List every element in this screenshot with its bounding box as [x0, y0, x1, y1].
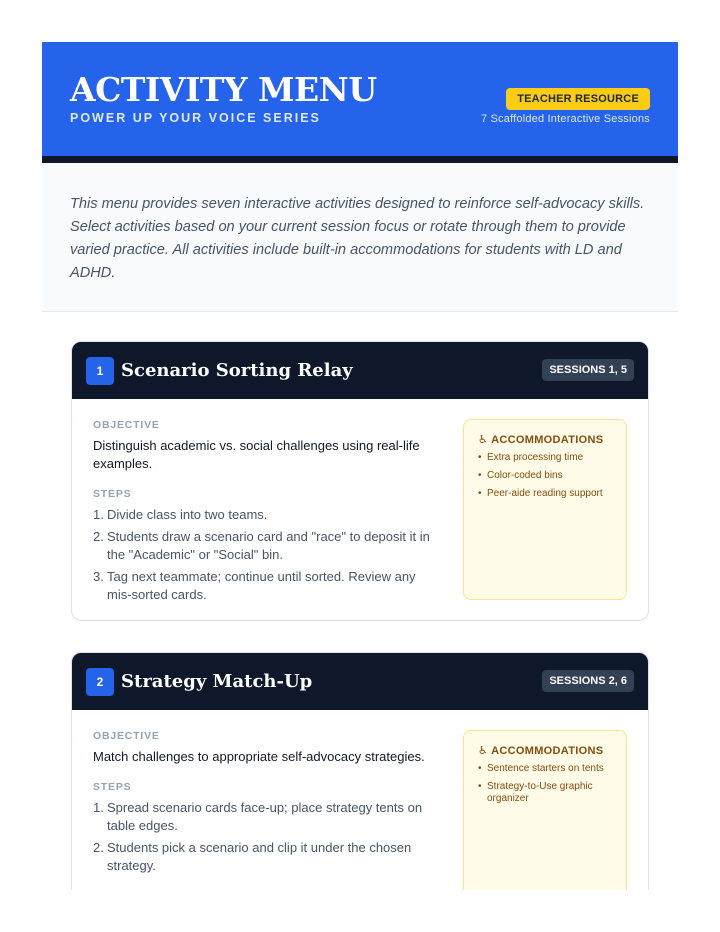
sessions-note: 7 Scaffolded Interactive Sessions	[480, 113, 650, 125]
teacher-resource-badge: TEACHER RESOURCE	[506, 88, 650, 110]
step-text: Tag next teammate; continue until sorted. Review any mis-sorted cards.	[107, 569, 416, 602]
activity-card-body	[72, 710, 648, 890]
steps-list	[93, 799, 443, 875]
accommodation-item: • Peer-aide reading support	[478, 488, 612, 500]
accommodation-item: • Strategy-to-Use graphic organizer	[478, 781, 612, 805]
accommodation-item: • Extra processing time	[478, 452, 612, 464]
activity-card-body	[72, 399, 648, 621]
accessibility-icon: ♿	[478, 434, 489, 446]
accommodations-label: ACCOMMODATIONS	[491, 745, 604, 757]
activity-main-column	[93, 419, 443, 604]
steps-label: STEPS	[93, 488, 132, 500]
objective-label: OBJECTIVE	[93, 419, 160, 431]
step-text: Students pick a scenario and clip it under the chosen strategy.	[107, 840, 412, 873]
activity-number: 2	[86, 668, 114, 696]
accommodation-item: • Sentence starters on tents	[478, 763, 612, 775]
steps-label: STEPS	[93, 781, 132, 793]
step-item: 1. Spread scenario cards face-up; place strategy tents on table edges.	[93, 800, 423, 833]
activity-title: Scenario Sorting Relay	[121, 360, 353, 381]
accommodations-list	[478, 452, 612, 500]
accommodations-label: ACCOMMODATIONS	[491, 434, 604, 446]
step-item: 2. Students draw a scenario card and "race" to deposit it in the "Academic" or "Social" bin.	[93, 529, 430, 562]
objective-text: Distinguish academic vs. social challenges using real-life examples.	[93, 438, 420, 471]
step-item: 2. Students pick a scenario and clip it under the chosen strategy.	[93, 840, 412, 873]
activity-menu-page	[42, 42, 678, 890]
activity-sessions-badge: SESSIONS 1, 5	[542, 359, 634, 381]
activity-card	[71, 652, 649, 890]
page-header	[42, 42, 678, 156]
accommodations-box	[463, 419, 627, 600]
page-subtitle: POWER UP YOUR VOICE SERIES	[70, 111, 321, 125]
accommodations-list	[478, 763, 612, 805]
activity-number: 1	[86, 357, 114, 385]
accommodations-heading	[478, 744, 612, 757]
intro-text: This menu provides seven interactive activities designed to reinforce self-advocacy skills. Select activities based on your current session focus or rotate through them to provide varied practice. All activities include built-in accommodations for students with LD and ADHD.	[70, 196, 645, 281]
accommodation-item: • Color-coded bins	[478, 470, 612, 482]
accessibility-icon: ♿	[478, 745, 489, 757]
page-title: ACTIVITY MENU	[70, 70, 377, 109]
activity-title: Strategy Match-Up	[121, 671, 313, 692]
activity-card-header	[72, 653, 648, 710]
activity-card-header	[72, 342, 648, 399]
step-text: Students draw a scenario card and "race" to deposit it in the "Academic" or "Social" bin.	[107, 529, 430, 562]
step-item: 3. Tag next teammate; continue until sorted. Review any mis-sorted cards.	[93, 569, 416, 602]
objective-label: OBJECTIVE	[93, 730, 160, 742]
intro-section	[42, 163, 678, 312]
accommodations-heading	[478, 433, 612, 446]
header-divider	[42, 156, 678, 163]
accommodations-box	[463, 730, 627, 890]
steps-list	[93, 506, 443, 604]
activity-sessions-badge: SESSIONS 2, 6	[542, 670, 634, 692]
objective-text: Match challenges to appropriate self-advocacy strategies.	[93, 749, 425, 764]
activity-card	[71, 341, 649, 621]
step-text: Divide class into two teams.	[107, 507, 268, 522]
activity-main-column	[93, 730, 443, 875]
step-text: Spread scenario cards face-up; place strategy tents on table edges.	[107, 800, 423, 833]
step-item: 1. Divide class into two teams.	[93, 507, 268, 522]
